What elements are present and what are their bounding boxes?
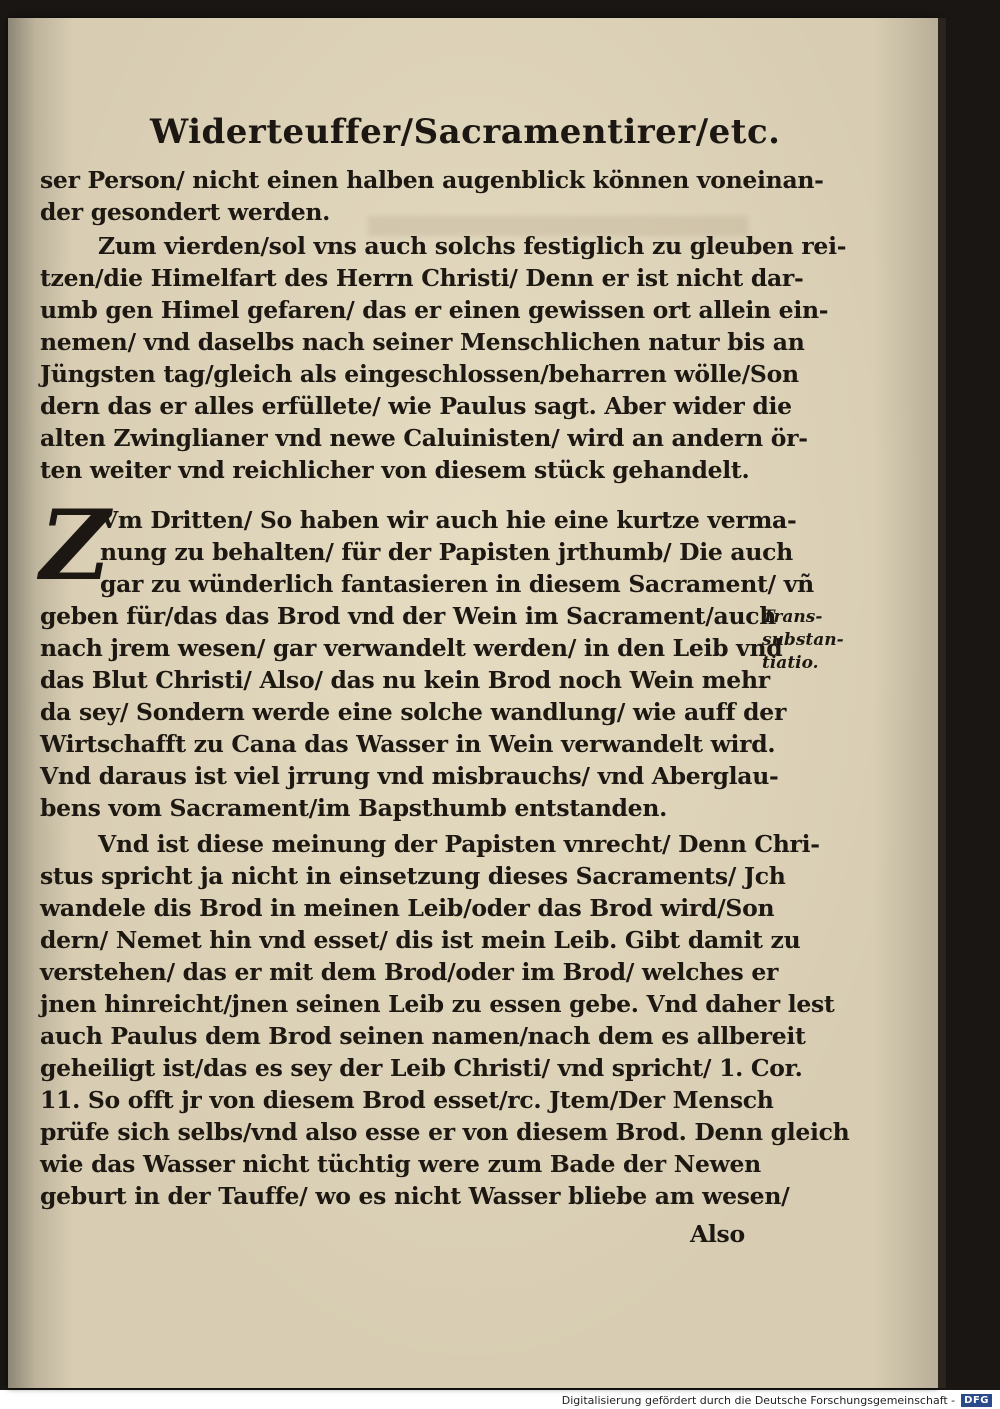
page-edge: [938, 18, 946, 1388]
text-line: dern das er alles erfüllete/ wie Paulus sagt. Aber wider die: [40, 392, 792, 420]
dfg-logo-icon: DFG: [961, 1394, 992, 1407]
text-line: jnen hinreicht/jnen seinen Leib zu essen gebe. Vnd daher lest: [40, 990, 835, 1018]
text-line: geburt in der Tauffe/ wo es nicht Wasser bliebe am wesen/: [40, 1182, 790, 1210]
text-line: Wirtschafft zu Cana das Wasser in Wein verwandelt wird.: [40, 730, 776, 758]
marginal-note-line: tiatio.: [762, 653, 819, 673]
text-line: verstehen/ das er mit dem Brod/oder im Brod/ welches er: [40, 958, 779, 986]
drop-cap: Z: [40, 489, 111, 602]
text-line: Zum vierden/sol vns auch solchs festiglich zu gleuben rei-: [98, 232, 847, 260]
text-line: Jüngsten tag/gleich als eingeschlossen/beharren wölle/Son: [40, 360, 799, 388]
digitization-credit: [562, 1391, 992, 1409]
text-line: nemen/ vnd daselbs nach seiner Menschlichen natur bis an: [40, 328, 805, 356]
text-line: Vnd daraus ist viel jrrung vnd misbrauchs/ vnd Aberglau-: [40, 762, 779, 790]
marginal-note: [762, 606, 844, 675]
credit-text: Digitalisierung gefördert durch die Deutsche Forschungsgemeinschaft -: [561, 1393, 956, 1407]
text-line: 11. So offt jr von diesem Brod esset/rc. Jtem/Der Mensch: [40, 1086, 774, 1114]
text-line: stus spricht ja nicht in einsetzung dieses Sacraments/ Jch: [40, 862, 786, 890]
text-line: geheiligt ist/das es sey der Leib Christi/ vnd spricht/ 1. Cor.: [40, 1054, 803, 1082]
text-line: geben für/das das Brod vnd der Wein im Sacrament/auch: [40, 602, 777, 630]
text-line: der gesondert werden.: [40, 198, 331, 226]
text-line: alten Zwinglianer vnd newe Caluinisten/ wird an andern ör-: [40, 424, 808, 452]
text-line: da sey/ Sondern werde eine solche wandlung/ wie auff der: [40, 698, 787, 726]
marginal-note-line: Trans-: [762, 607, 823, 627]
text-line: gar zu wünderlich fantasieren in diesem Sacrament/ vñ: [100, 570, 814, 598]
text-line: wandele dis Brod in meinen Leib/oder das Brod wird/Son: [40, 894, 775, 922]
text-line: umb gen Himel gefaren/ das er einen gewissen ort allein ein-: [40, 296, 829, 324]
running-head: Widerteuffer/Sacramentirer/etc.: [150, 112, 781, 152]
text-line: prüfe sich selbs/vnd also esse er von diesem Brod. Denn gleich: [40, 1118, 850, 1146]
text-line: nach jrem wesen/ gar verwandelt werden/ in den Leib vnd: [40, 634, 783, 662]
catchword: Also: [690, 1220, 745, 1248]
text-line: das Blut Christi/ Also/ das nu kein Brod noch Wein mehr: [40, 666, 770, 694]
text-line: bens vom Sacrament/im Bapsthumb entstanden.: [40, 794, 667, 822]
text-line: Vnd ist diese meinung der Papisten vnrecht/ Denn Chri-: [98, 830, 820, 858]
text-line: nung zu behalten/ für der Papisten jrthumb/ Die auch: [100, 538, 793, 566]
text-line: wie das Wasser nicht tüchtig were zum Bade der Newen: [40, 1150, 761, 1178]
text-line: Vm Dritten/ So haben wir auch hie eine kurtze verma-: [100, 506, 797, 534]
marginal-note-line: substan-: [762, 630, 844, 650]
text-line: dern/ Nemet hin vnd esset/ dis ist mein Leib. Gibt damit zu: [40, 926, 801, 954]
text-line: tzen/die Himelfart des Herrn Christi/ Denn er ist nicht dar-: [40, 264, 804, 292]
text-line: auch Paulus dem Brod seinen namen/nach dem es allbereit: [40, 1022, 806, 1050]
text-line: ten weiter vnd reichlicher von diesem stück gehandelt.: [40, 456, 750, 484]
text-line: ser Person/ nicht einen halben augenblick können voneinan-: [40, 166, 824, 194]
